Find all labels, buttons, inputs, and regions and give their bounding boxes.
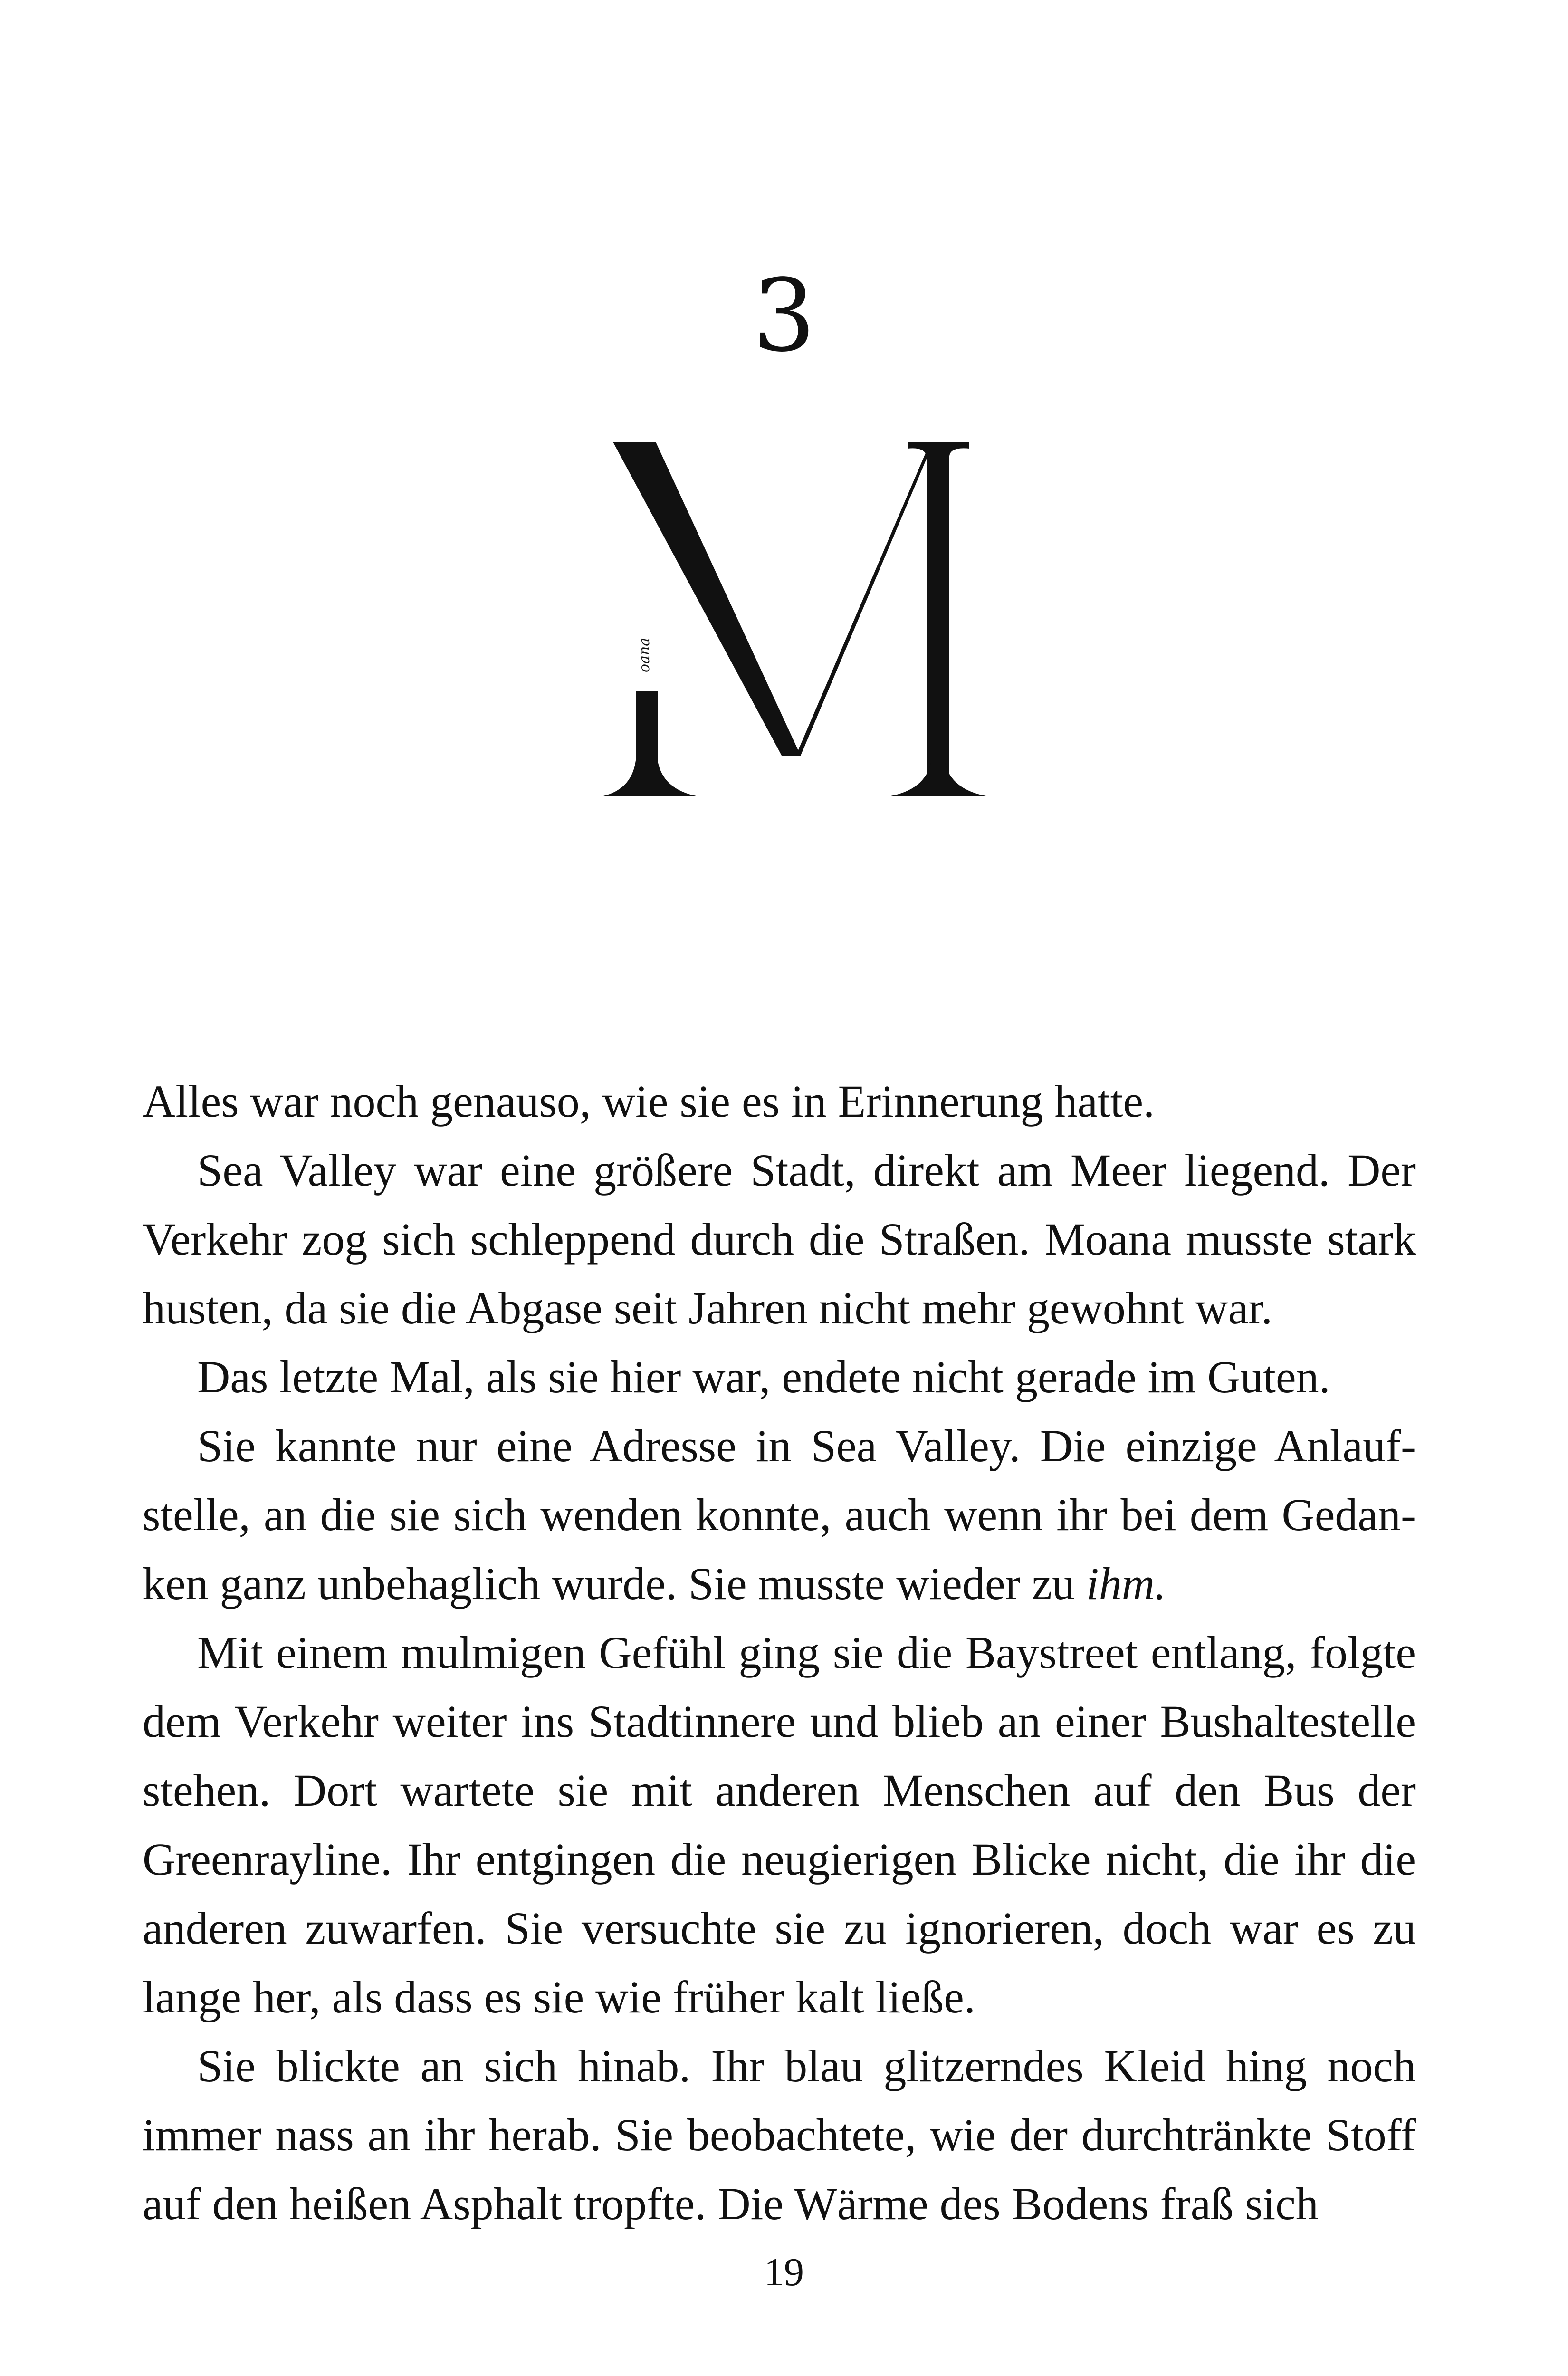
monogram-serif-top-right bbox=[908, 442, 969, 456]
chapter-initial-monogram bbox=[603, 428, 998, 808]
paragraph: Mit einem mulmigen Gefühl ging sie die Baystreet entlang, folgte dem Verkehr weiter ins Stadtinnere und blieb an einer Bushaltestelle stehen. Dort wartete sie mit anderen Menschen auf den Bus der Greenrayline. Ihr entgingen die neugierigen Blicke nicht, die ihr die anderen zuwarfen. Sie versuchte sie zu ignorieren, doch war es zu lange her, als dass es sie wie früher kalt ließe. bbox=[143, 1627, 1416, 2022]
body-text bbox=[143, 1067, 1416, 2238]
monogram-right-stem bbox=[927, 442, 949, 796]
monogram-serif-bottom-right bbox=[891, 760, 986, 796]
emphasis-text: ihm. bbox=[1086, 1558, 1166, 1609]
chapter-number: 3 bbox=[752, 258, 816, 374]
paragraph: Sea Valley war eine größere Stadt, direkt am Meer liegend. Der Verkehr zog sich schleppend durch die Straßen. Moana musste stark husten, da sie die Abgase seit Jahren nicht mehr gewohnt war. bbox=[143, 1145, 1416, 1333]
paragraph: Das letzte Mal, als sie hier war, endete nicht gerade im Guten. bbox=[197, 1351, 1330, 1402]
paragraph: Alles war noch genauso, wie sie es in Erinnerung hatte. bbox=[143, 1076, 1155, 1127]
monogram-script: oana bbox=[636, 637, 653, 672]
paragraph bbox=[143, 1411, 1416, 1618]
paragraph: Sie blickte an sich hinab. Ihr blau glitzerndes Kleid hing noch immer nass an ihr herab. Sie beobachtete, wie der durchtränkte Stoff auf den heißen Asphalt tropfte. Die Wärme des Bodens fraß sich bbox=[143, 2041, 1416, 2229]
monogram-diagonal-thin bbox=[796, 442, 934, 756]
monogram-serif-bottom-left bbox=[603, 760, 696, 796]
page-number: 19 bbox=[764, 2250, 804, 2294]
paragraph-text: Sie kannte nur eine Adresse in Sea Valley. Die einzige Anlaufstelle, an die sie sich wenden konnte, auch wenn ihr bei dem Gedanken ganz unbehaglich wurde. Sie musste wieder zu bbox=[143, 1420, 1416, 1609]
